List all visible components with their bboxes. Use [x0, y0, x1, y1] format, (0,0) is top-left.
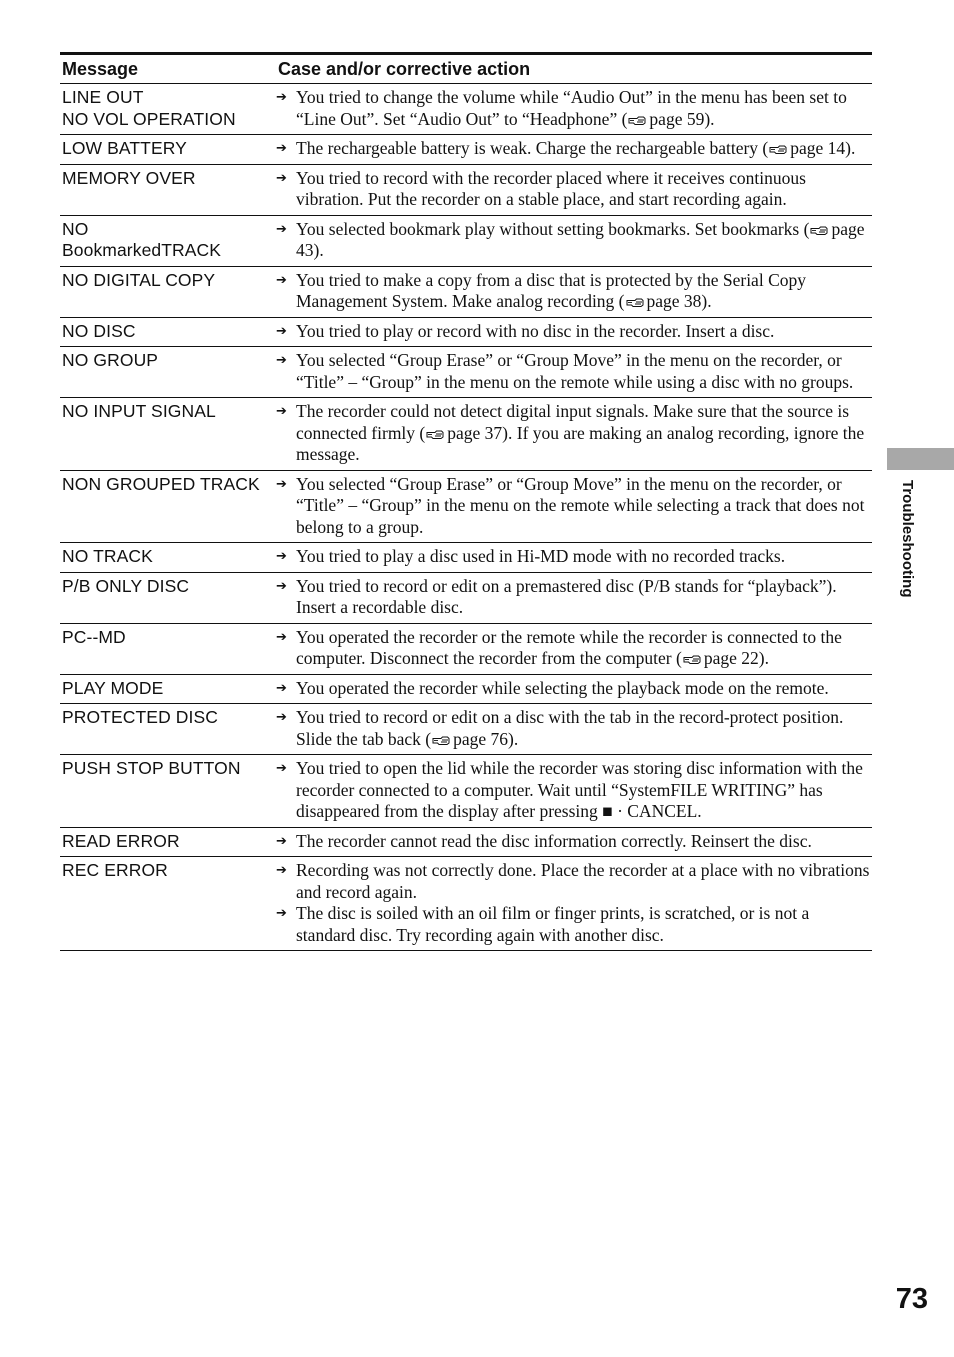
message-text: MEMORY OVER [62, 167, 196, 188]
right-arrow-icon: ➔ [276, 90, 287, 105]
message-cell [60, 135, 276, 165]
message-text: BookmarkedTRACK [62, 240, 222, 260]
action-text [296, 474, 872, 539]
message-cell [60, 827, 276, 857]
action-item [276, 546, 872, 568]
page-reference-hand-icon [432, 733, 450, 746]
right-arrow-icon: ➔ [276, 833, 287, 849]
action-item [276, 707, 872, 750]
action-item [276, 860, 872, 903]
action-text-part: You tried to make a copy from a disc that is protected by the Serial Copy Management System. Make analog recording ( [296, 269, 806, 311]
table-row [60, 266, 872, 317]
message-cell [60, 623, 276, 674]
right-arrow-icon: ➔ [276, 761, 287, 776]
message-cell [60, 543, 276, 573]
section-label: Troubleshooting [899, 480, 916, 598]
action-text [296, 168, 872, 211]
action-text [296, 350, 872, 393]
action-text-part: You selected “Group Erase” or “Group Move” in the menu on the recorder, or “Title” – “Group” in the menu on the remote while using a disc with no groups. [296, 350, 854, 392]
page-reference-hand-icon [426, 427, 444, 440]
message-cell [60, 84, 276, 135]
action-text [296, 546, 872, 568]
action-cell [276, 827, 872, 857]
right-arrow-icon: ➔ [276, 549, 287, 564]
action-text [296, 758, 872, 823]
action-text [296, 707, 872, 750]
table-row [60, 857, 872, 951]
message-text: NO INPUT SIGNAL [62, 401, 216, 421]
table-row [60, 347, 872, 398]
action-text-part: You tried to record with the recorder placed where it receives continuous vibration. Put the recorder on a stable place, and start recording again. [296, 167, 806, 209]
right-arrow-icon: ➔ [276, 578, 287, 594]
action-item [276, 219, 872, 262]
action-text [296, 903, 872, 946]
message-text: PLAY MODE [62, 677, 164, 698]
right-arrow-icon: ➔ [276, 863, 287, 878]
right-arrow-icon: ➔ [276, 906, 287, 921]
right-arrow-icon: ➔ [276, 272, 287, 288]
message-cell [60, 572, 276, 623]
message-text: LINE OUT [62, 87, 144, 107]
table-row [60, 674, 872, 704]
message-text: PC--MD [62, 626, 126, 647]
message-text: NON GROUPED TRACK [62, 473, 260, 494]
action-cell [276, 755, 872, 828]
message-text: NO VOL OPERATION [62, 108, 236, 129]
page-reference-hand-icon [626, 295, 644, 308]
action-cell [276, 347, 872, 398]
action-cell [276, 470, 872, 543]
action-cell [276, 857, 872, 951]
message-cell [60, 317, 276, 347]
action-text-part: You selected “Group Erase” or “Group Move” in the menu on the recorder, or “Title” – “Group” in the menu on the remote while selecting a track that does not belong to a group. [296, 473, 865, 537]
action-text-part: You tried to play a disc used in Hi-MD mode with no recorded tracks. [296, 546, 786, 566]
action-text [296, 270, 872, 313]
message-text: LOW BATTERY [62, 138, 187, 158]
right-arrow-icon: ➔ [276, 141, 287, 156]
message-cell [60, 674, 276, 704]
right-arrow-icon: ➔ [276, 323, 287, 339]
action-item [276, 350, 872, 393]
action-cell [276, 266, 872, 317]
message-cell [60, 857, 276, 951]
right-arrow-icon: ➔ [276, 476, 287, 492]
table-row [60, 704, 872, 755]
action-text-part: You tried to record or edit on a premastered disc (P/B stands for “playback”). Insert a recordable disc. [296, 575, 837, 617]
table-body [60, 84, 872, 951]
message-text: NO [62, 218, 89, 239]
message-text: READ ERROR [62, 830, 180, 851]
action-text-part: page 38). [646, 291, 712, 311]
action-text [296, 401, 872, 466]
right-arrow-icon: ➔ [276, 629, 287, 645]
action-text-part: You tried to play or record with no disc in the recorder. Insert a disc. [296, 320, 775, 341]
table-row [60, 84, 872, 135]
action-item [276, 576, 872, 619]
message-text: PROTECTED DISC [62, 707, 218, 727]
action-text-part: page 59). [649, 108, 715, 129]
action-cell [276, 572, 872, 623]
table-row [60, 623, 872, 674]
action-text-part: You operated the recorder or the remote while the recorder is connected to the computer. Disconnect the recorder from the computer ( [296, 626, 842, 668]
section-tab-marker [887, 448, 954, 470]
action-item [276, 87, 872, 130]
action-cell [276, 317, 872, 347]
action-item [276, 321, 872, 343]
right-arrow-icon: ➔ [276, 353, 287, 368]
message-table [60, 52, 872, 951]
table-row [60, 398, 872, 471]
action-item [276, 831, 872, 853]
action-cell [276, 84, 872, 135]
page-reference-hand-icon [769, 142, 787, 155]
action-cell [276, 398, 872, 471]
message-text: NO DIGITAL COPY [62, 269, 216, 290]
table-row [60, 827, 872, 857]
message-text: NO DISC [62, 320, 136, 341]
action-cell [276, 164, 872, 215]
page-reference-hand-icon [683, 652, 701, 665]
action-text [296, 860, 872, 903]
page-reference-hand-icon [810, 223, 828, 236]
action-item [276, 138, 872, 160]
action-item [276, 758, 872, 823]
action-text-part: page 22). [703, 648, 769, 668]
right-arrow-icon: ➔ [276, 710, 287, 725]
table-row [60, 135, 872, 165]
message-cell [60, 164, 276, 215]
action-text-part: page 37). If you are making an analog recording, ignore the message. [296, 422, 865, 464]
action-text-part: The recorder cannot read the disc information correctly. Reinsert the disc. [296, 830, 812, 851]
action-text [296, 321, 872, 343]
message-text: REC ERROR [62, 860, 168, 880]
message-cell [60, 704, 276, 755]
action-cell [276, 215, 872, 266]
message-text: NO TRACK [62, 546, 153, 566]
action-item [276, 401, 872, 466]
right-arrow-icon: ➔ [276, 221, 287, 237]
message-text: PUSH STOP BUTTON [62, 758, 241, 778]
header-action: Case and/or corrective action [278, 59, 531, 79]
message-text: NO GROUP [62, 350, 159, 370]
action-text-part: page 14). [790, 138, 856, 158]
action-cell [276, 135, 872, 165]
action-item [276, 270, 872, 313]
action-text [296, 831, 872, 853]
action-text [296, 87, 872, 130]
right-arrow-icon: ➔ [276, 170, 287, 186]
message-text: P/B ONLY DISC [62, 575, 190, 596]
message-cell [60, 215, 276, 266]
action-text-part: The rechargeable battery is weak. Charge the rechargeable battery ( [296, 138, 769, 158]
table-row [60, 543, 872, 573]
action-cell [276, 623, 872, 674]
table-row [60, 215, 872, 266]
table-row [60, 317, 872, 347]
action-item [276, 474, 872, 539]
action-text [296, 138, 872, 160]
page-reference-hand-icon [628, 113, 646, 126]
action-text-part: page 76). [453, 728, 519, 749]
action-item [276, 678, 872, 700]
message-cell [60, 470, 276, 543]
action-text [296, 576, 872, 619]
message-cell [60, 347, 276, 398]
action-text-part: You operated the recorder while selecting the playback mode on the remote. [296, 677, 829, 698]
table-row [60, 755, 872, 828]
header-message: Message [62, 59, 139, 79]
action-cell [276, 674, 872, 704]
action-text-part: page 43). [296, 218, 865, 260]
action-item [276, 168, 872, 211]
action-item [276, 627, 872, 670]
action-text [296, 219, 872, 262]
action-text-part: You selected bookmark play without setting bookmarks. Set bookmarks ( [296, 218, 810, 239]
action-text-part: The recorder could not detect digital input signals. Make sure that the source is connected firmly ( [296, 401, 850, 443]
right-arrow-icon: ➔ [276, 404, 287, 419]
action-text-part: You tried to change the volume while “Audio Out” in the menu has been set to “Line Out”. Set “Audio Out” to “Headphone” ( [296, 87, 847, 129]
message-cell [60, 398, 276, 471]
message-cell [60, 755, 276, 828]
action-text [296, 678, 872, 700]
action-text-part: Recording was not correctly done. Place the recorder at a place with no vibrations and record again. [296, 860, 870, 902]
action-text [296, 627, 872, 670]
table-row [60, 572, 872, 623]
action-text-part: You tried to record or edit on a disc with the tab in the record-protect position. Slide the tab back ( [296, 707, 844, 749]
action-cell [276, 543, 872, 573]
table-row [60, 164, 872, 215]
message-cell [60, 266, 276, 317]
action-text-part: The disc is soiled with an oil film or finger prints, is scratched, or is not a standard disc. Try recording again with another disc. [296, 903, 810, 945]
action-cell [276, 704, 872, 755]
table-row [60, 470, 872, 543]
action-item [276, 903, 872, 946]
page-number: 73 [895, 1283, 928, 1315]
right-arrow-icon: ➔ [276, 680, 287, 696]
table-header-row [60, 54, 872, 84]
action-text-part: You tried to open the lid while the recorder was storing disc information with the recorder connected to a computer. Wait until “SystemFILE WRITING” has disappeared from the display after pressing ■ · CANCEL. [296, 758, 863, 821]
